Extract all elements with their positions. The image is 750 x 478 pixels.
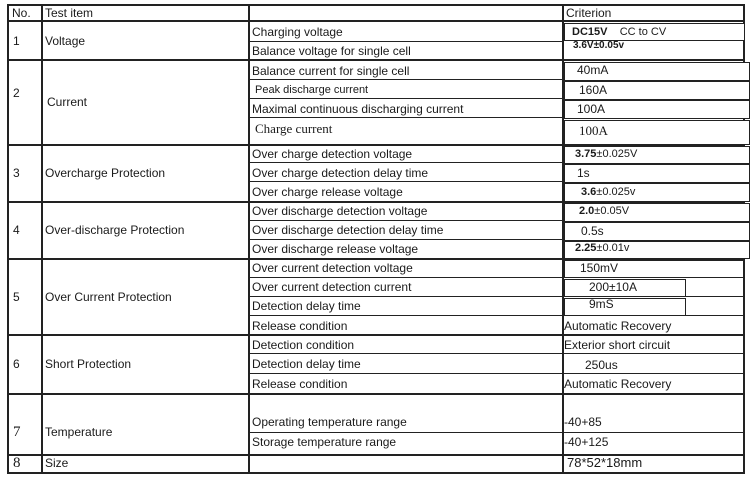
criterion-value [575, 147, 637, 161]
header-criterion: Criterion [566, 6, 612, 20]
criterion-value: -40+125 [564, 435, 609, 449]
criterion-value-detail: ±0.01v [596, 242, 630, 254]
subrow-divider [248, 220, 562, 221]
table-border-left [7, 4, 9, 474]
parameter-label: Peak discharge current [255, 84, 369, 96]
subrow-divider [248, 162, 562, 163]
test-item: Size [45, 456, 69, 470]
test-item: Short Protection [45, 357, 132, 371]
criterion-value: 78*52*18mm [567, 455, 643, 470]
parameter-label: Over discharge detection delay time [252, 223, 444, 237]
test-item: Over-discharge Protection [45, 223, 185, 237]
criterion-value [579, 204, 629, 218]
criterion-value-detail: CC to CV [619, 26, 667, 38]
criterion-box [564, 298, 686, 316]
spec-table [7, 4, 745, 474]
row-divider [7, 334, 745, 336]
parameter-label: Release condition [252, 319, 348, 333]
parameter-label: Detection condition [252, 338, 355, 352]
criterion-value: 0.5s [581, 224, 604, 238]
criterion-value-emphasis: DC15V [572, 26, 608, 38]
parameter-label: Maximal continuous discharging current [252, 102, 464, 116]
parameter-label: Charging voltage [252, 25, 343, 39]
criterion-value-emphasis: 2.0 [579, 205, 595, 217]
parameter-label: Over current detection current [252, 280, 412, 294]
parameter-label: Over charge detection delay time [252, 166, 429, 180]
column-divider [248, 4, 250, 474]
parameter-label: Charge current [255, 121, 333, 136]
subrow-divider [248, 353, 745, 354]
test-item: Temperature [45, 425, 113, 439]
row-number: 1 [13, 34, 20, 48]
subrow-divider [248, 98, 562, 99]
test-item: Voltage [45, 34, 86, 48]
criterion-value: 150mV [580, 261, 619, 275]
criterion-value: Exterior short circuit [564, 338, 671, 352]
criterion-value: Automatic Recovery [564, 377, 672, 391]
row-divider [7, 59, 745, 61]
row-number: 6 [13, 357, 20, 371]
row-divider [7, 393, 745, 395]
row-number: 4 [13, 223, 20, 237]
parameter-label: Balance current for single cell [252, 64, 410, 78]
subrow-divider [248, 432, 745, 433]
test-item: Overcharge Protection [45, 166, 166, 180]
header-no: No. [12, 6, 31, 20]
criterion-value [575, 241, 629, 255]
subrow-divider [248, 117, 562, 118]
parameter-label: Operating temperature range [252, 415, 407, 429]
criterion-value [572, 25, 666, 39]
parameter-label: Over current detection voltage [252, 261, 413, 275]
subrow-divider [248, 79, 562, 80]
subrow-divider [248, 181, 562, 182]
criterion-value-emphasis: 2.25 [575, 242, 597, 254]
column-divider [41, 4, 43, 474]
subrow-divider [248, 239, 562, 240]
criterion-value: -40+85 [564, 415, 602, 429]
header-divider [7, 20, 745, 22]
criterion-box [564, 164, 750, 183]
criterion-value: 3.6V±0.05v [573, 40, 625, 51]
test-item: Current [47, 95, 88, 109]
row-number: 7 [13, 424, 21, 440]
criterion-value: 100A [579, 123, 608, 138]
criterion-value [581, 185, 635, 199]
criterion-value: 160A [579, 83, 608, 97]
parameter-label: Over discharge release voltage [252, 242, 419, 256]
parameter-label: Over charge release voltage [252, 185, 403, 199]
criterion-value: 40mA [577, 63, 609, 77]
criterion-value: 100A [577, 102, 606, 116]
parameter-label: Over discharge detection voltage [252, 204, 428, 218]
subrow-divider [248, 41, 562, 42]
table-border-top [7, 4, 745, 6]
criterion-value: Automatic Recovery [564, 319, 672, 333]
criterion-value-emphasis: 3.75 [575, 148, 597, 160]
parameter-label: Balance voltage for single cell [252, 44, 411, 58]
criterion-value-detail: ±0.025V [596, 148, 638, 160]
table-border-bottom [7, 472, 745, 474]
criterion-value-detail: ±0.05V [594, 205, 630, 217]
parameter-label: Release condition [252, 377, 348, 391]
criterion-value-detail: ±0.025v [596, 186, 636, 198]
parameter-label: Detection delay time [252, 299, 361, 313]
test-item: Over Current Protection [45, 290, 172, 304]
row-number: 8 [13, 455, 21, 471]
parameter-label: Storage temperature range [252, 435, 397, 449]
criterion-value: 250us [585, 358, 618, 372]
criterion-value: 1s [577, 166, 590, 180]
row-number: 2 [13, 86, 20, 100]
header-test-item: Test item [45, 6, 94, 20]
parameter-label: Over charge detection voltage [252, 147, 413, 161]
subrow-divider [248, 373, 745, 374]
row-number: 3 [13, 166, 20, 180]
criterion-value-emphasis: 3.6 [581, 186, 597, 198]
parameter-label: Detection delay time [252, 357, 361, 371]
criterion-value: 200±10A [589, 280, 637, 294]
criterion-value: 9mS [589, 297, 614, 311]
row-number: 5 [13, 290, 20, 304]
